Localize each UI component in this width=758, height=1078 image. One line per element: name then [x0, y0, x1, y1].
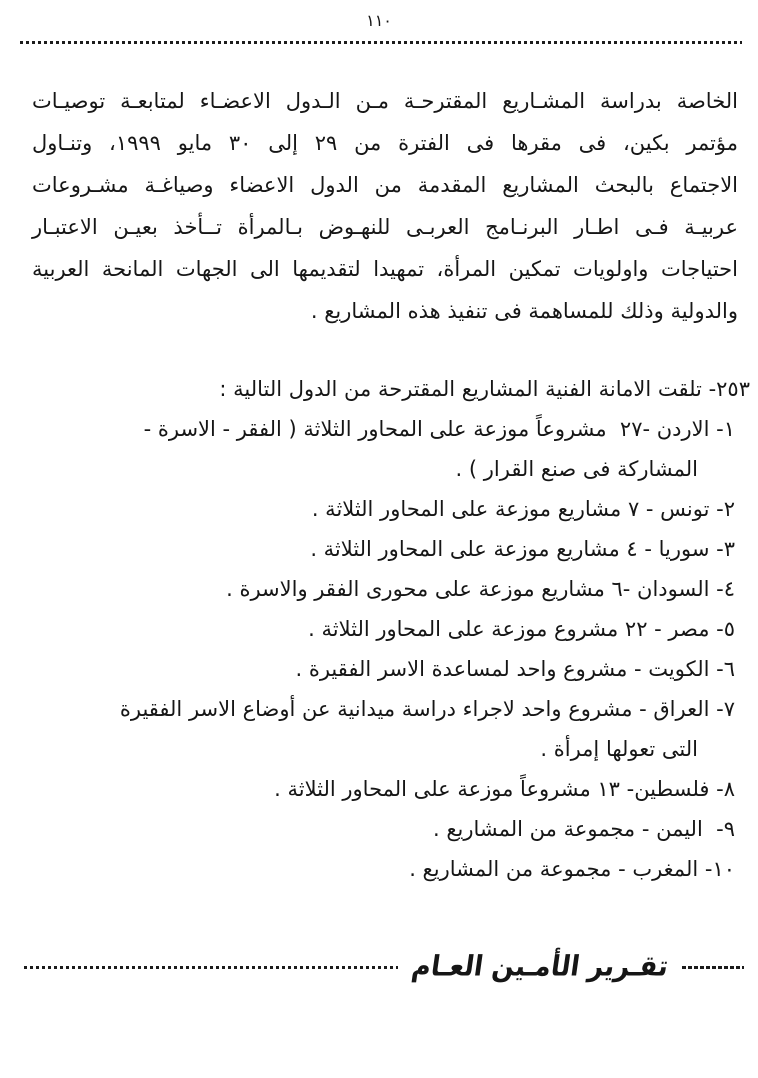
page-number: ١١٠ [366, 11, 392, 30]
section-253 [30, 369, 750, 889]
list-item-jordan: ١- الاردن -٢٧ مشروعاً موزعة على المحاور الثلاثة ( الفقر - الاسرة - [143, 417, 735, 441]
intro-line: عربيـة فـى اطـار البرنـامج العربـى للنهـوض بـالمرأة تــأخذ بعيـن الاعتبـار [32, 215, 738, 239]
intro-paragraph [30, 80, 750, 332]
page-footer [24, 944, 744, 990]
top-divider [20, 41, 742, 44]
footer-rule [24, 966, 398, 969]
list-item-palestine: ٨- فلسطين- ١٣ مشروعاً موزعة على المحاور الثلاثة . [274, 777, 735, 801]
list-item-kuwait: ٦- الكويت - مشروع واحد لمساعدة الاسر الفقيرة . [295, 657, 735, 681]
list-item-syria: ٣- سوريا - ٤ مشاريع موزعة على المحاور الثلاثة . [310, 537, 735, 561]
intro-line: الخاصة بدراسة المشـاريع المقترحـة مـن الـدول الاعضـاء لمتابعـة توصيـات [32, 89, 738, 113]
intro-line: الاجتماع بالبحث المشاريع المقدمة من الدول الاعضاء وصياغـة مشـروعات [32, 173, 738, 197]
footer-dash-right [682, 966, 744, 969]
list-item-iraq: ٧- العراق - مشروع واحد لاجراء دراسة ميدانية عن أوضاع الاسر الفقيرة [119, 697, 735, 721]
list-item-yemen: ٩- اليمن - مجموعة من المشاريع . [432, 817, 735, 841]
intro-line: احتياجات واولويات تمكين المرأة، تمهيدا لتقديمها الى الجهات المانحة العربية [32, 257, 738, 281]
section-253-lead: ٢٥٣- تلقت الامانة الفنية المشاريع المقترحة من الدول التالية : [219, 377, 750, 401]
list-item-sudan: ٤- السودان -٦ مشاريع موزعة على محورى الفقر والاسرة . [226, 577, 735, 601]
signature-text: تقـرير الأمـين العـام [409, 950, 671, 984]
list-item-morocco: ١٠- المغرب - مجموعة من المشاريع . [409, 857, 735, 881]
list-item-tunisia: ٢- تونس - ٧ مشاريع موزعة على المحاور الثلاثة . [311, 497, 735, 521]
list-item-jordan-continuation: المشاركة فى صنع القرار ) . [455, 457, 698, 481]
list-item-iraq-continuation: التى تعولها إمرأة . [540, 737, 698, 761]
list-item-egypt: ٥- مصر - ٢٢ مشروع موزعة على المحاور الثلاثة . [308, 617, 735, 641]
document-body [0, 80, 758, 889]
intro-line: مؤتمر بكين، فى مقرها فى الفترة من ٢٩ إلى ٣٠ مايو ١٩٩٩، وتنـاول [32, 131, 738, 155]
intro-line-last: والدولية وذلك للمساهمة فى تنفيذ هذه المشاريع . [310, 299, 738, 323]
